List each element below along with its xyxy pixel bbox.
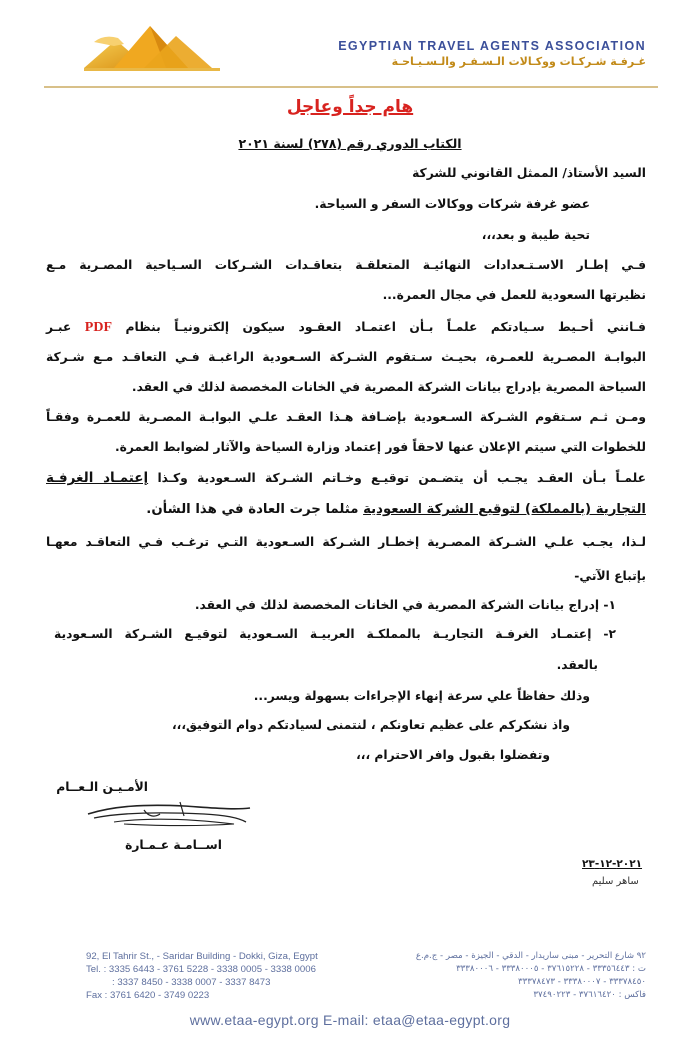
footer-tel-en-1: Tel. : 3335 6443 - 3761 5228 - 3338 0005 - 3338 0006 bbox=[86, 964, 316, 975]
header-divider bbox=[44, 86, 658, 88]
handwritten-signature-icon bbox=[84, 796, 254, 836]
footer-tel-ar-2: ٣٣٣٧٨٤٥٠ - ٣٣٣٨٠٠٠٧ - ٣٣٣٧٨٤٧٣ bbox=[518, 977, 646, 987]
member-line: عضو غرفة شركات ووكالات السفر و السياحة. bbox=[314, 197, 590, 211]
paragraph-5-line-2: بإتباع الآتي- bbox=[574, 569, 646, 583]
pyramids-logo-icon bbox=[84, 20, 224, 76]
addressee-line: السيد الأستاذ/ الممثل القانوني للشركة bbox=[412, 166, 646, 180]
signatory-title: الأمـيـن الـعــام bbox=[56, 780, 148, 794]
circular-number: الكتاب الدوري رقم (٢٧٨) لسنة ٢٠٢١ bbox=[238, 136, 462, 151]
document-date: ٢٠٢١-١٢-٢٣ bbox=[582, 858, 643, 870]
org-name-ar: غـرفـة شـركـات ووكـالات الـسـفـر والـسـيـاحـة bbox=[391, 55, 646, 68]
org-name-en: EGYPTIAN TRAVEL AGENTS ASSOCIATION bbox=[338, 39, 646, 53]
closing-paragraph: وذلك حفاظاً علي سرعة إنهاء الإجراءات بسهولة ويسر... bbox=[253, 689, 590, 703]
footer-tel-en-2: : 3337 8450 - 3338 0007 - 3337 8473 bbox=[112, 977, 271, 988]
paragraph-2-line-1: فـانني أحـيط سـيادتكم علمـاً بـأن اعتمـاد العقـود سيكون إلكترونيـاً بنظام PDF عبـر bbox=[46, 320, 646, 335]
paragraph-1-line-2: نظيرتها السعودية للعمل في مجال العمرة... bbox=[382, 288, 646, 302]
footer-fax-en: Fax : 3761 6420 - 3749 0223 bbox=[86, 990, 210, 1001]
paragraph-3-line-1: ومـن ثـم سـتقوم الشـركة السـعودية بإضـافة هـذا العقـد علـي البوابـة المصـرية للعمـرة وفقـاً bbox=[46, 410, 646, 424]
list-item-1: ١- إدراج بيانات الشركة المصرية في الخانات المخصصة لذلك في العقد. bbox=[194, 598, 616, 612]
footer-tel-ar-1: ت : ٣٣٣٥٦٤٤٣ - ٣٧٦١٥٢٢٨ - ٣٣٣٨٠٠٠٥ - ٣٣٣٨٠٠٠٦ bbox=[456, 964, 646, 974]
paragraph-4-line-2: التجارية (بالمملكة) لتوقيع الشركة السعودية مثلما جرت العادة في هذا الشأن. bbox=[146, 502, 646, 517]
paragraph-5-line-1: لـذا، يجـب علـي الشـركة المصـرية إخطـار الشـركة السـعودية التـي ترغـب فـي التعاقـد معهـا bbox=[46, 535, 646, 549]
list-item-2-line-2: بالعقد. bbox=[556, 658, 598, 672]
paragraph-2-line-2: البوابـة المصـرية للعمـرة، بحيـث سـتقوم الشـركة السـعودية الراغبـة فـي التعاقـد مـع شـركة bbox=[46, 350, 646, 364]
footer-address-en: 92, El Tahrir St., - Saridar Building - Dokki, Giza, Egypt bbox=[86, 951, 318, 962]
thanks-line: واذ نشكركم على عظيم تعاونكم ، لنتمنى لسيادتكم دوام التوفيق،،، bbox=[172, 718, 570, 732]
paragraph-3-line-2: للخطوات التي سيتم الإعلان عنها لاحقاً فور إعتماد وزارة السياحة والآثار لضوابط العمرة. bbox=[114, 440, 646, 454]
footer-web-email[interactable]: www.etaa-egypt.org E-mail: etaa@etaa-egypt.org bbox=[189, 1012, 511, 1028]
pdf-label: PDF bbox=[84, 320, 113, 335]
footer-fax-ar: فاكس : ٣٧٦١٦٤٢٠ - ٣٧٤٩٠٢٢٣ bbox=[533, 990, 646, 1000]
footer-address-ar: ٩٢ شارع التحرير - مبنى ساريدار - الدقي - الجيزة - مصر - ج.م.ع bbox=[415, 951, 646, 961]
regards-line: وتفضلوا بقبول وافر الاحترام ،،، bbox=[356, 748, 550, 762]
paragraph-1-line-1: فـي إطـار الاسـتـعدادات النهائيـة المتعلقـة بتعاقـدات الشـركات السـياحية المصـرية مـع bbox=[46, 258, 646, 272]
signatory-name: اســامـة عـمـارة bbox=[125, 838, 222, 852]
prepared-by: ساهر سليم bbox=[592, 876, 639, 887]
list-item-2-line-1: ٢- إعتمـاد الغرفـة التجاريـة بالمملكـة العربيـة السـعودية لتوقيـع الشـركة السـعودية bbox=[54, 627, 616, 641]
greeting-line: تحية طيبة و بعد،،، bbox=[481, 228, 590, 242]
urgent-heading: هام جداً وعاجل bbox=[286, 97, 414, 117]
paragraph-4-line-1: علمـاً بـأن العقـد يجـب أن يتضـمن توقيـع وخـاتم الشـركة السـعودية وكـذا إعتمـاد الغرفـة bbox=[46, 470, 647, 486]
paragraph-2-line-3: السياحة المصرية بإدراج بيانات الشركة المصرية في الخانات المخصصة لذلك في العقد. bbox=[131, 380, 646, 394]
